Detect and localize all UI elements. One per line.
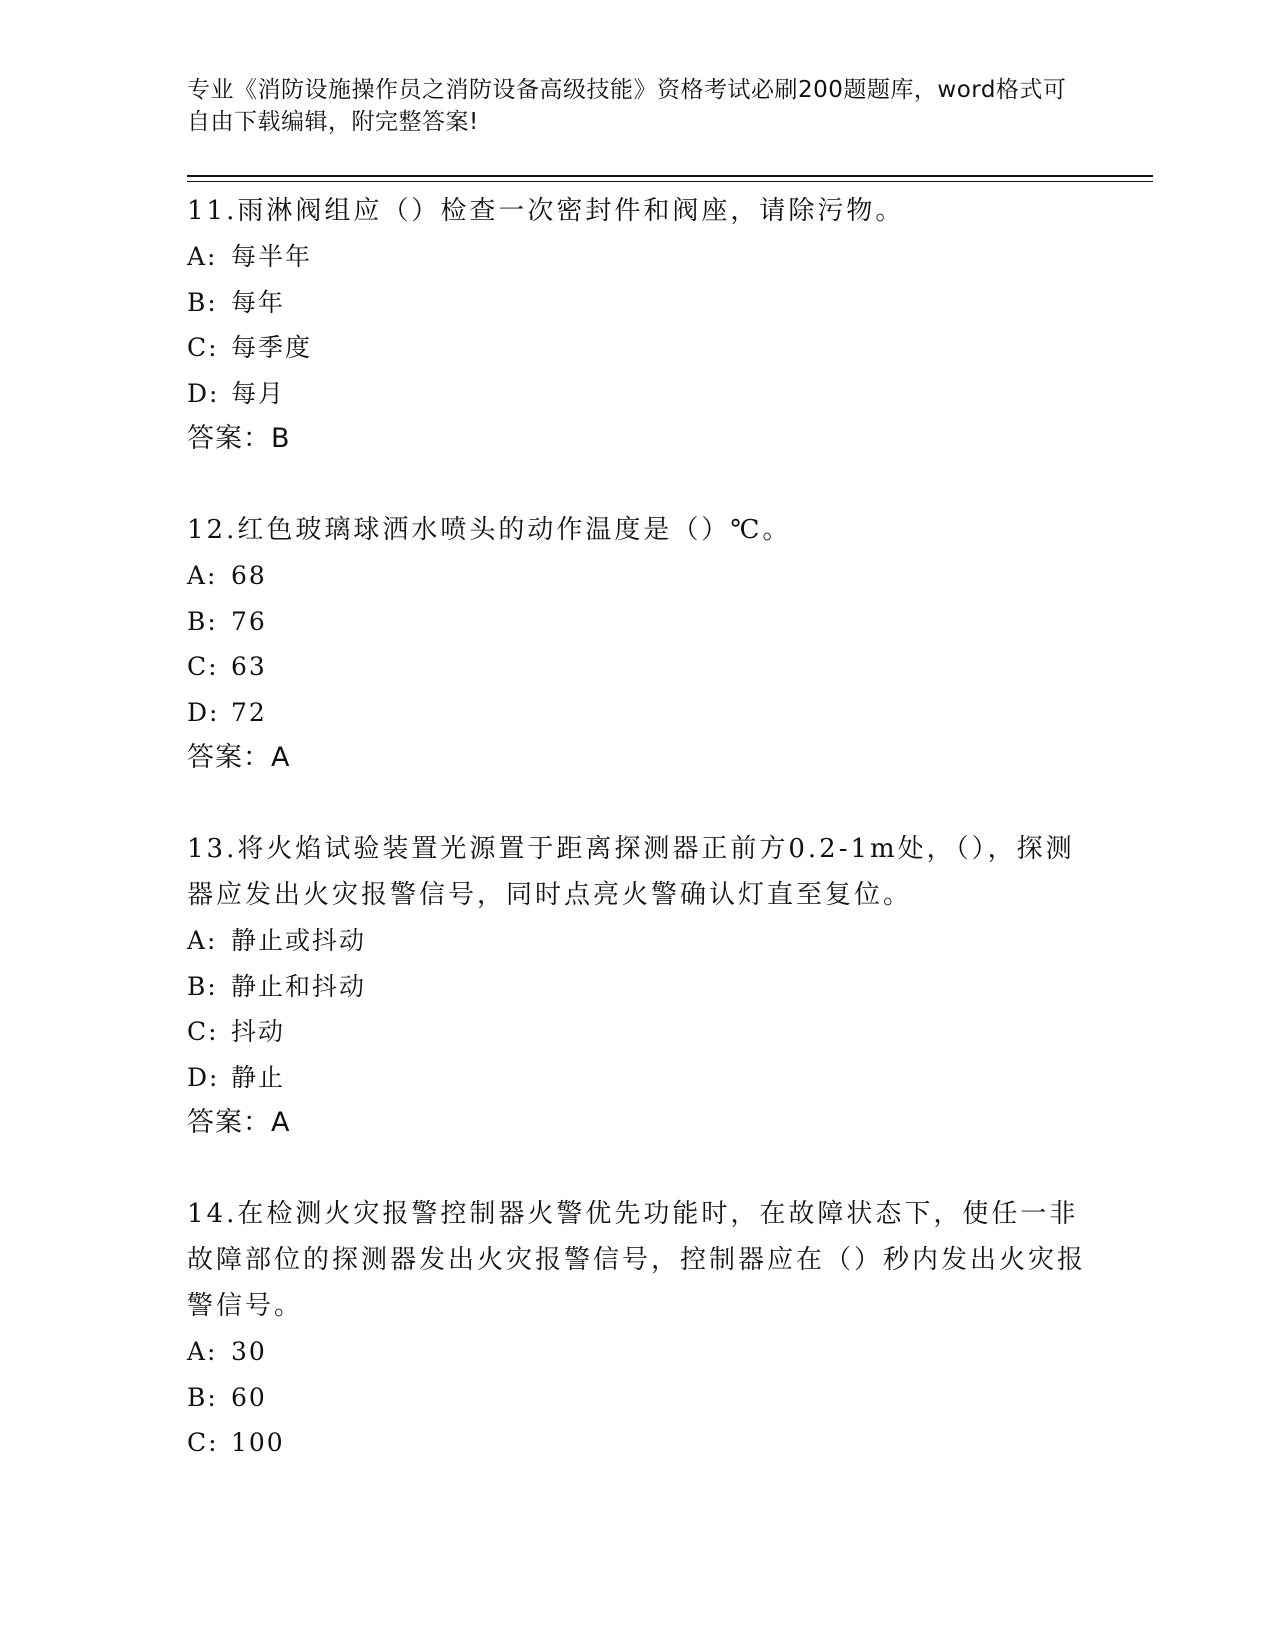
- option-text: 每半年: [231, 242, 313, 271]
- option-b: [187, 599, 1087, 645]
- option-a: [187, 553, 1087, 599]
- option-letter: B:: [187, 971, 218, 1001]
- option-text: 每月: [231, 378, 286, 408]
- option-text: 静止: [231, 1062, 286, 1092]
- answer-line: 答案：A: [187, 742, 291, 773]
- option-a: [187, 1329, 1087, 1375]
- answer-line: 答案：A: [187, 1107, 291, 1138]
- option-letter: C:: [187, 1428, 219, 1457]
- option-text: 60: [231, 1382, 267, 1412]
- option-b: [187, 280, 1087, 326]
- question-stem: 11.雨淋阀组应（）检查一次密封件和阀座，请除污物。: [187, 196, 905, 226]
- option-text: 30: [231, 1337, 267, 1366]
- question-stem: 12.红色玻璃球洒水喷头的动作温度是（）℃。: [187, 515, 792, 545]
- question-11: [187, 188, 1087, 462]
- option-letter: A:: [187, 926, 218, 955]
- option-text: 63: [231, 652, 267, 681]
- option-c: [187, 325, 1087, 371]
- option-text: 静止或抖动: [231, 926, 367, 955]
- option-letter: D:: [187, 697, 220, 727]
- option-d: [187, 690, 1087, 736]
- question-13: [187, 826, 1087, 1146]
- document-header: 专业《消防设施操作员之消防设备高级技能》资格考试必刷200题题库，word格式可自由下载编辑，附完整答案!: [187, 77, 1067, 135]
- option-letter: B:: [187, 1382, 218, 1412]
- option-text: 抖动: [231, 1017, 286, 1046]
- question-stem: 14.在检测火灾报警控制器火警优先功能时，在故障状态下，使任一非故障部位的探测器发出火灾报警信号，控制器应在（）秒内发出火灾报警信号。: [187, 1199, 1087, 1321]
- header-divider-thick: [187, 175, 1153, 177]
- option-letter: C:: [187, 652, 219, 681]
- option-text: 76: [231, 606, 267, 636]
- option-text: 100: [231, 1428, 285, 1457]
- option-letter: C:: [187, 1017, 219, 1046]
- option-d: [187, 371, 1087, 417]
- option-a: [187, 234, 1087, 280]
- option-text: 68: [231, 561, 267, 590]
- option-text: 每年: [231, 287, 286, 317]
- option-letter: C:: [187, 333, 219, 362]
- option-letter: A:: [187, 1337, 218, 1366]
- option-d: [187, 1055, 1087, 1101]
- option-c: [187, 644, 1087, 690]
- option-a: [187, 918, 1087, 964]
- question-stem: 13.将火焰试验装置光源置于距离探测器正前方0.2-1m处，（），探测器应发出火灾报警信号，同时点亮火警确认灯直至复位。: [187, 834, 1075, 910]
- option-letter: D:: [187, 1062, 220, 1092]
- answer-line: 答案：B: [187, 423, 291, 454]
- option-letter: A:: [187, 561, 218, 590]
- option-text: 每季度: [231, 333, 313, 362]
- option-b: [187, 964, 1087, 1010]
- option-letter: B:: [187, 287, 218, 317]
- option-letter: B:: [187, 606, 218, 636]
- option-c: [187, 1420, 1087, 1466]
- option-letter: A:: [187, 242, 218, 271]
- option-c: [187, 1009, 1087, 1055]
- option-letter: D:: [187, 378, 220, 408]
- question-list: [187, 188, 1087, 1511]
- question-14: [187, 1191, 1087, 1466]
- option-text: 静止和抖动: [231, 971, 367, 1001]
- option-b: [187, 1375, 1087, 1421]
- option-text: 72: [231, 697, 267, 727]
- question-12: [187, 507, 1087, 781]
- header-divider-thin: [187, 181, 1153, 182]
